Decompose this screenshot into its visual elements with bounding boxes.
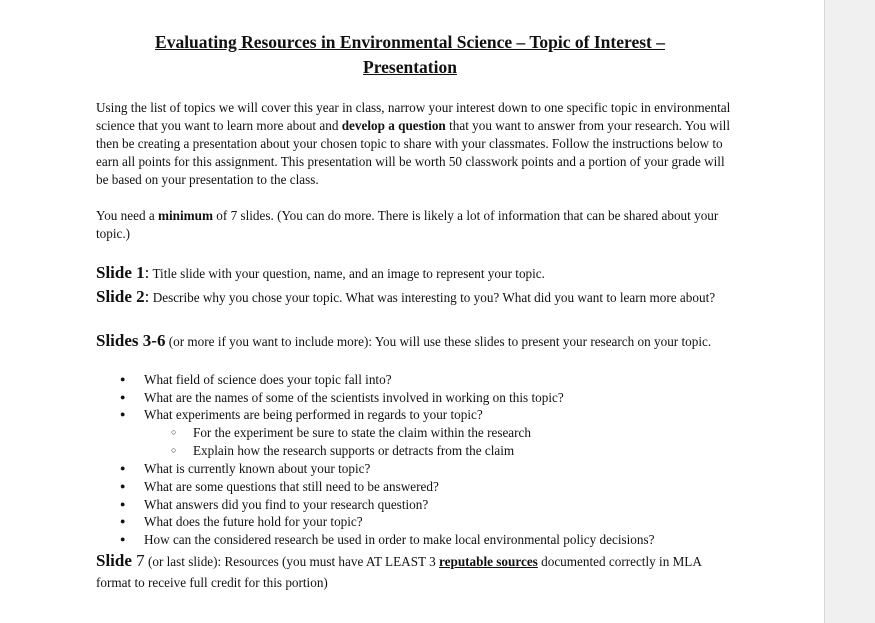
slide-7-label: Slide <box>96 551 132 570</box>
minimum-bold: minimum <box>158 208 213 223</box>
bullet-item: ● What does the future hold for your topic? <box>144 513 363 530</box>
slide-2-text: Describe why you chose your topic. What was interesting to you? What did you want to learn more about? <box>149 290 716 305</box>
slides-3-6-instruction <box>96 330 736 352</box>
minimum-paragraph <box>96 207 736 243</box>
slide-1-label: Slide 1 <box>96 263 145 282</box>
bullet-item: ● What are the names of some of the scientists involved in working on this topic? <box>144 389 564 406</box>
sub-bullet-item: ○ Explain how the research supports or detracts from the claim <box>193 442 514 459</box>
slide-2-instruction <box>96 286 736 308</box>
bullet-item: ● How can the considered research be used in order to make local environmental policy decisions? <box>144 531 654 548</box>
bullet-item: ● What experiments are being performed in regards to your topic? <box>144 406 483 423</box>
bullet-item: ● What answers did you find to your research question? <box>144 496 428 513</box>
slide-2-label: Slide 2 <box>96 287 145 306</box>
slides-3-6-paren: (or more if you want to include more) <box>165 334 369 349</box>
window-side-gutter <box>824 0 875 623</box>
slide-7-number: 7 <box>131 551 145 570</box>
slide-7-instruction <box>96 550 736 593</box>
intro-bold-question: develop a question <box>341 118 446 133</box>
slides-3-6-label-dash: -6 <box>151 331 166 350</box>
slide-1-instruction <box>96 262 736 284</box>
minimum-text-2: of 7 slides. (You can do more. There is likely a lot of information that can be shared about your topic.) <box>96 208 719 241</box>
document-title-line-2: Presentation <box>363 57 457 77</box>
document-title-line-1: Evaluating Resources in Environmental Science – Topic of Interest – <box>155 32 665 52</box>
slide-7-text-1: : Resources (you must have AT LEAST 3 <box>217 554 440 569</box>
intro-paragraph <box>96 99 736 189</box>
slide-7-paren: (or last slide) <box>144 554 218 569</box>
slide-1-text: Title slide with your question, name, and an image to represent your topic. <box>149 266 545 281</box>
bullet-item: ● What is currently known about your topic? <box>144 460 370 477</box>
slide-1-colon: : <box>144 263 150 282</box>
minimum-text-1: You need a <box>96 208 159 223</box>
sub-bullet-item: ○ For the experiment be sure to state the claim within the research <box>193 424 531 441</box>
slide-2-colon: : <box>144 287 150 306</box>
intro-text-1: Using the list of topics we will cover this year in class, narrow your interest down to one specific topic in environmental science that you want to learn more about and <box>96 100 731 133</box>
bullet-item: ● What are some questions that still need to be answered? <box>144 478 439 495</box>
intro-text-2: that you want to answer from your research. You will then be creating a presentation about your chosen topic to share with your classmates. Follow the instructions below to earn all points for this assignment. This presentation will be worth 50 classwork points and a portion of your grade will be based on your presentation to the class. <box>96 118 730 187</box>
slide-7-text-2: documented correctly in MLA format to receive full credit for this portion) <box>96 554 702 590</box>
reputable-sources-underlined: reputable sources <box>439 554 538 569</box>
slides-3-6-text: : You will use these slides to present your research on your topic. <box>368 334 712 349</box>
slides-3-6-label: Slides 3 <box>96 331 152 350</box>
bullet-item: ● What field of science does your topic fall into? <box>144 371 392 388</box>
